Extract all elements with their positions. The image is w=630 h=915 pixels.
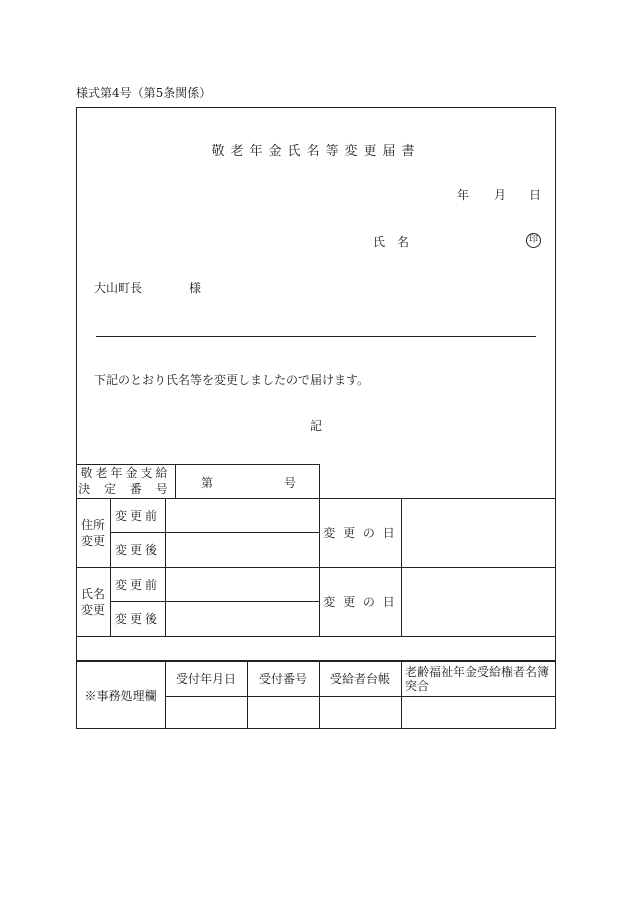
date-day-label: 日 bbox=[529, 188, 542, 202]
addressee-honorific: 様 bbox=[189, 281, 202, 295]
name-after-field[interactable] bbox=[165, 601, 319, 636]
name-change-date-field[interactable] bbox=[401, 567, 556, 636]
address-after-field[interactable] bbox=[165, 532, 319, 567]
separator-line bbox=[96, 336, 536, 337]
address-before-field[interactable] bbox=[165, 498, 319, 532]
seal-mark-icon: 印 bbox=[526, 233, 541, 248]
office-col-roster-match-text: 老齢福祉年金受給権者名簿突合 bbox=[405, 664, 550, 693]
name-change-label bbox=[76, 567, 110, 636]
address-change-label-line2: 変更 bbox=[80, 533, 105, 548]
address-after-label: 変更後 bbox=[114, 543, 160, 557]
office-col-roster-match bbox=[405, 661, 553, 696]
ki-heading: 記 bbox=[310, 419, 323, 433]
pension-number-label bbox=[76, 464, 175, 498]
pension-number-go: 号 bbox=[284, 476, 297, 490]
name-before-label: 変更前 bbox=[114, 577, 160, 592]
name-before-field[interactable] bbox=[165, 567, 319, 601]
name-after-label: 変更後 bbox=[114, 612, 160, 626]
office-col-received-date: 受付年月日 bbox=[175, 672, 236, 686]
pension-number-dai: 第 bbox=[201, 476, 214, 490]
office-col-received-number: 受付番号 bbox=[258, 672, 307, 686]
name-change-label-line1: 氏名 bbox=[80, 586, 105, 601]
pension-number-label-line1: 敬老年金支給 bbox=[80, 466, 171, 480]
addressee-name: 大山町長 bbox=[94, 281, 143, 295]
office-use-label: ※事務処理欄 bbox=[84, 688, 157, 703]
statement-text: 下記のとおり氏名等を変更しましたので届けます。 bbox=[94, 373, 370, 387]
address-change-label bbox=[76, 498, 110, 567]
address-before-label: 変更前 bbox=[114, 508, 160, 523]
applicant-name-label: 氏 名 bbox=[373, 235, 410, 249]
name-change-date-label: 変 更 の 日 bbox=[323, 595, 397, 609]
date-month-label: 月 bbox=[494, 188, 507, 202]
pension-number-label-line2: 決 定 番 号 bbox=[78, 482, 173, 496]
document-title: 敬老年金氏名等変更届書 bbox=[211, 144, 421, 159]
form-number: 様式第4号（第5条関係） bbox=[76, 86, 212, 100]
office-col-recipient-ledger: 受給者台帳 bbox=[329, 672, 390, 686]
address-change-date-field[interactable] bbox=[401, 498, 556, 567]
address-change-label-line1: 住所 bbox=[80, 517, 105, 532]
name-change-label-line2: 変更 bbox=[80, 602, 105, 617]
address-change-date-label: 変 更 の 日 bbox=[323, 526, 397, 540]
date-year-label: 年 bbox=[457, 188, 470, 202]
